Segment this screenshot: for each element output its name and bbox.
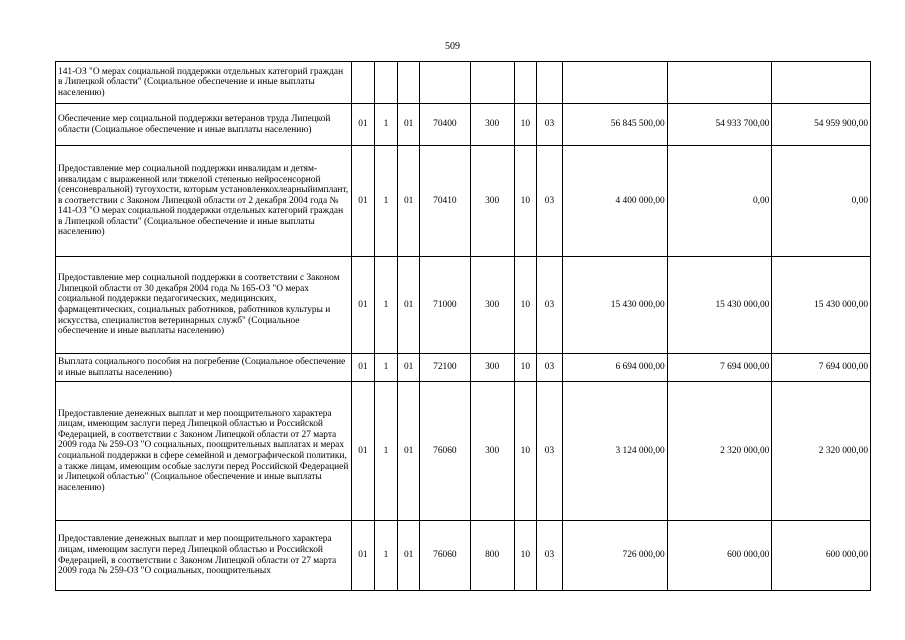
amount-year-1 — [563, 62, 668, 104]
direction-code — [420, 62, 470, 104]
budget-table — [55, 61, 871, 591]
direction-code: 76060 — [420, 521, 470, 591]
event-code: 01 — [398, 146, 420, 257]
section-code: 10 — [514, 146, 536, 257]
subprogram-code: 1 — [374, 146, 397, 257]
row-description: Обеспечение мер социальной поддержки ветеранов труда Липецкой области (Социальное обеспечение и иные выплаты населению) — [56, 104, 352, 146]
expense-type-code: 300 — [470, 382, 514, 521]
subprogram-code: 1 — [374, 521, 397, 591]
program-code: 01 — [351, 354, 374, 382]
subsection-code: 03 — [536, 104, 562, 146]
section-code: 10 — [514, 104, 536, 146]
table-row — [56, 146, 871, 257]
expense-type-code: 300 — [470, 257, 514, 354]
subprogram-code: 1 — [374, 354, 397, 382]
subprogram-code: 1 — [374, 257, 397, 354]
subsection-code: 03 — [536, 382, 562, 521]
program-code: 01 — [351, 146, 374, 257]
amount-year-1: 56 845 500,00 — [563, 104, 668, 146]
amount-year-3: 0,00 — [772, 146, 871, 257]
row-description: 141-ОЗ "О мерах социальной поддержки отдельных категорий граждан в Липецкой области" (Социальное обеспечение и иные выплаты населению) — [56, 62, 352, 104]
subsection-code: 03 — [536, 354, 562, 382]
subsection-code: 03 — [536, 521, 562, 591]
expense-type-code — [470, 62, 514, 104]
expense-type-code: 300 — [470, 354, 514, 382]
table-row — [56, 382, 871, 521]
direction-code: 76060 — [420, 382, 470, 521]
amount-year-3: 54 959 900,00 — [772, 104, 871, 146]
event-code: 01 — [398, 354, 420, 382]
subprogram-code: 1 — [374, 104, 397, 146]
table-row — [56, 62, 871, 104]
amount-year-1: 4 400 000,00 — [563, 146, 668, 257]
program-code: 01 — [351, 257, 374, 354]
amount-year-2: 600 000,00 — [667, 521, 772, 591]
expense-type-code: 300 — [470, 104, 514, 146]
amount-year-1: 15 430 000,00 — [563, 257, 668, 354]
row-description: Предоставление денежных выплат и мер поощрительного характера лицам, имеющим заслуги перед Липецкой областью и Российской Федерацией, в соответствии с Законом Липецкой области от 27 марта 2009 года № 259-ОЗ "О социальных, поощрительных — [56, 521, 352, 591]
program-code: 01 — [351, 521, 374, 591]
subprogram-code — [374, 62, 397, 104]
section-code — [514, 62, 536, 104]
amount-year-3: 15 430 000,00 — [772, 257, 871, 354]
page-number: 509 — [445, 41, 460, 52]
event-code: 01 — [398, 104, 420, 146]
table-row — [56, 104, 871, 146]
row-description: Предоставление мер социальной поддержки инвалидам и детям-инвалидам с выраженной или тяжелой степенью нейросенсорной (сенсоневральной) тугоухости, которым установленкохлеарныйимплант, в соответствии с Законом Липецкой области от 2 декабря 2004 года № 141-ОЗ "О мерах социальной поддержки отдельных категорий граждан в Липецкой области" (Социальное обеспечение и иные выплаты населению) — [56, 146, 352, 257]
program-code: 01 — [351, 104, 374, 146]
amount-year-3: 7 694 000,00 — [772, 354, 871, 382]
section-code: 10 — [514, 257, 536, 354]
section-code: 10 — [514, 382, 536, 521]
direction-code: 70400 — [420, 104, 470, 146]
amount-year-2: 54 933 700,00 — [667, 104, 772, 146]
subsection-code: 03 — [536, 257, 562, 354]
amount-year-2: 7 694 000,00 — [667, 354, 772, 382]
direction-code: 72100 — [420, 354, 470, 382]
subsection-code — [536, 62, 562, 104]
amount-year-2 — [667, 62, 772, 104]
row-description: Выплата социального пособия на погребение (Социальное обеспечение и иные выплаты населению) — [56, 354, 352, 382]
table-row — [56, 354, 871, 382]
row-description: Предоставление денежных выплат и мер поощрительного характера лицам, имеющим заслуги перед Липецкой областью и Российской Федерацией, в соответствии с Законом Липецкой области от 27 марта 2009 года № 259-ОЗ "О социальных, поощрительных выплатах и мерах социальной поддержки в сфере семейной и демографической политики, а также лицам, имеющим особые заслуги перед Российской Федерацией и Липецкой областью" (Социальное обеспечение и иные выплаты населению) — [56, 382, 352, 521]
event-code: 01 — [398, 382, 420, 521]
amount-year-2: 0,00 — [667, 146, 772, 257]
amount-year-1: 3 124 000,00 — [563, 382, 668, 521]
program-code — [351, 62, 374, 104]
table-row — [56, 521, 871, 591]
amount-year-3: 2 320 000,00 — [772, 382, 871, 521]
table-row — [56, 257, 871, 354]
amount-year-1: 6 694 000,00 — [563, 354, 668, 382]
program-code: 01 — [351, 382, 374, 521]
expense-type-code: 800 — [470, 521, 514, 591]
amount-year-3 — [772, 62, 871, 104]
direction-code: 70410 — [420, 146, 470, 257]
amount-year-3: 600 000,00 — [772, 521, 871, 591]
section-code: 10 — [514, 521, 536, 591]
event-code: 01 — [398, 257, 420, 354]
event-code — [398, 62, 420, 104]
direction-code: 71000 — [420, 257, 470, 354]
expense-type-code: 300 — [470, 146, 514, 257]
subsection-code: 03 — [536, 146, 562, 257]
subprogram-code: 1 — [374, 382, 397, 521]
event-code: 01 — [398, 521, 420, 591]
amount-year-1: 726 000,00 — [563, 521, 668, 591]
amount-year-2: 15 430 000,00 — [667, 257, 772, 354]
amount-year-2: 2 320 000,00 — [667, 382, 772, 521]
row-description: Предоставление мер социальной поддержки в соответствии с Законом Липецкой области от 30 декабря 2004 года № 165-ОЗ "О мерах социальной поддержки педагогических, медицинских, фармацевтических, социальных работников, работников культуры и искусства, специалистов ветеринарных служб" (Социальное обеспечение и иные выплаты населению) — [56, 257, 352, 354]
section-code: 10 — [514, 354, 536, 382]
